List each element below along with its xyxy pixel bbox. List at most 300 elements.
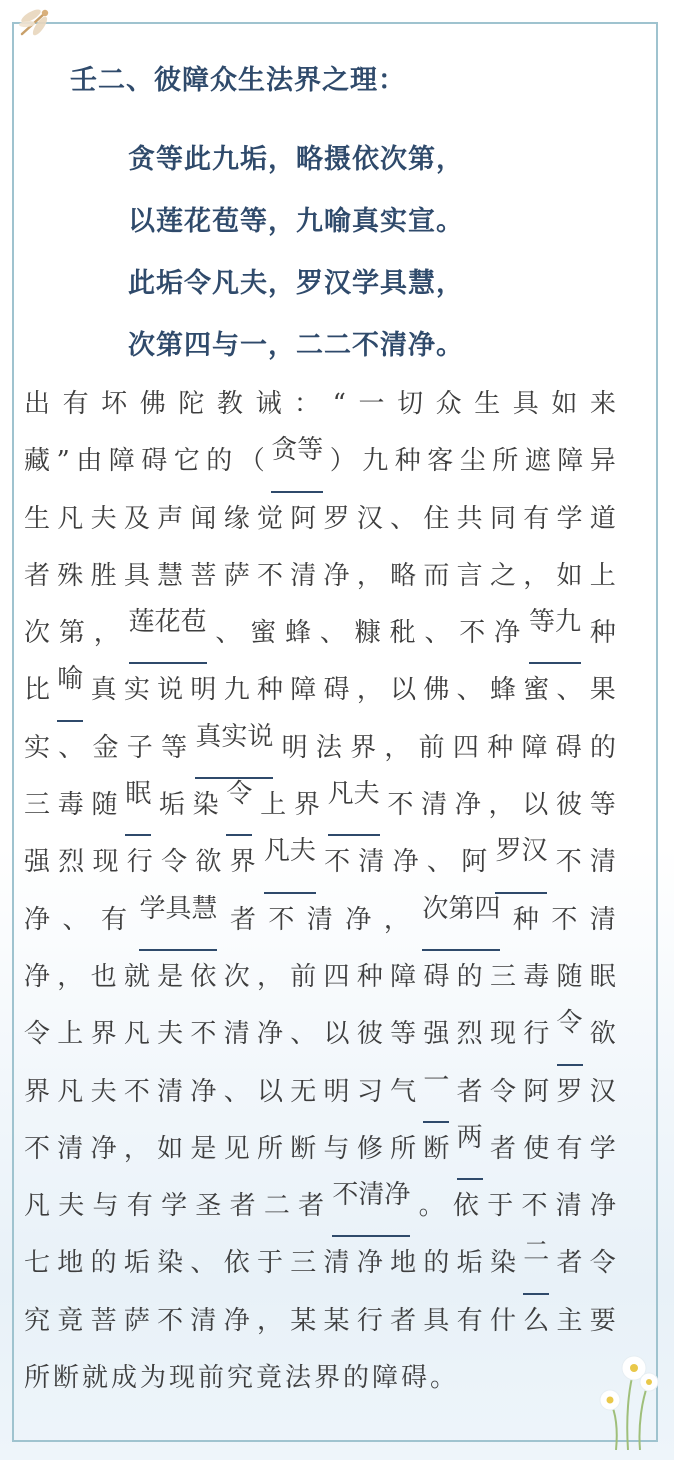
body-char: 所 [492,446,519,477]
body-char: 学 [589,1133,616,1164]
body-char: 明 [190,675,217,706]
body-char: 等 [161,732,188,763]
body-char: 菩 [90,1305,117,1336]
body-char: 断 [423,1133,450,1164]
body-char: 觉 [256,503,283,534]
body-char: 次 [24,618,51,649]
body-char: 客 [427,446,454,477]
body-char: 不 [551,904,578,935]
body-char: 就 [123,961,150,992]
body-char: 不 [123,1076,150,1107]
body-char: 同 [489,503,516,534]
verse-line: 贪等此九垢，略摄依次第， [128,144,464,175]
body-char: 道 [589,503,616,534]
body-char: 界 [24,1076,51,1107]
body-char: 现 [489,1019,516,1050]
body-char: 净 [256,1019,283,1050]
body-char: 一 [358,389,385,419]
body-text-segment: 所断就成为现前究竟法界的障碍。 [24,1363,460,1394]
body-char: 蜂 [489,675,516,706]
body-char: 上 [589,560,616,591]
body-line [24,1180,616,1237]
body-char: 所 [256,1133,283,1164]
body-char: 夫 [58,1191,85,1222]
body-char: 、 [290,1019,317,1050]
body-char: 学 [161,1191,188,1222]
body-char: 、 [456,675,483,706]
underlined-phrase: 学具慧 [139,894,217,951]
verse-block [128,136,464,384]
body-char: 上 [260,790,287,821]
body-char: 某 [290,1305,317,1336]
body-char: 清 [190,1305,217,1336]
body-char: 某 [323,1305,350,1336]
body-char: “ [332,389,346,419]
body-char: 与 [323,1133,350,1164]
body-line [24,951,616,1008]
body-char: 净 [494,618,521,649]
body-char: ， [383,904,410,935]
body-char: 烈 [58,847,85,878]
body-char: 种 [589,618,616,649]
body-char: 清 [223,1019,250,1050]
body-char: 、 [215,618,242,649]
body-char: 令 [589,1248,616,1279]
body-char: 有 [456,1305,483,1336]
body-char: 所 [390,1133,417,1164]
body-char: 来 [589,389,616,419]
body-char: ： [294,389,321,419]
body-char: 者 [556,1248,583,1279]
body-char: 具 [123,560,150,591]
body-char: 强 [24,847,51,878]
body-char: 生 [24,503,51,534]
body-char: 种 [512,904,539,935]
body-char: 它 [173,446,200,477]
underlined-phrase: 喻 [57,664,83,721]
body-char: 阿 [523,1076,550,1107]
body-line [24,1123,616,1180]
body-char: 现 [92,847,119,878]
body-char: 如 [556,560,583,591]
body-char: 界 [90,1019,117,1050]
body-char: 、 [426,847,453,878]
body-char: 如 [157,1133,184,1164]
body-char: 地 [57,1248,84,1279]
body-char: 三 [489,961,516,992]
body-char: 的 [456,961,483,992]
body-char: 有 [100,904,127,935]
body-char: 蜂 [285,618,312,649]
body-char: 要 [589,1305,616,1336]
body-char: 不 [190,1019,217,1050]
body-char: 法 [315,732,342,763]
body-char: 前 [418,732,445,763]
body-char: 眠 [589,961,616,992]
body-line [24,1066,616,1123]
body-char: 萨 [123,1305,150,1336]
body-char: 略 [390,560,417,591]
body-char: 于 [256,1248,283,1279]
body-char: 九 [223,675,250,706]
body-char: 声 [157,503,184,534]
body-char: 的 [423,1248,450,1279]
body-char: 随 [91,790,118,821]
body-char: 者 [298,1191,325,1222]
body-char: 清 [323,1248,350,1279]
body-char: 究 [24,1305,51,1336]
body-char: 罗 [323,503,350,534]
body-char: 者 [229,904,256,935]
body-char: 净 [356,1248,383,1279]
body-char: 净 [589,1191,616,1222]
body-char: 净 [323,560,350,591]
body-char: 者 [489,1133,516,1164]
body-char: 诫 [255,389,282,419]
body-char: 净 [190,1076,217,1107]
body-char: 清 [589,904,616,935]
body-char: 如 [551,389,578,419]
body-char: 清 [555,1191,582,1222]
body-line [24,493,616,550]
body-char: 以 [522,790,549,821]
body-char: 明 [323,1076,350,1107]
body-char: 异 [589,446,616,477]
body-char: 以 [256,1076,283,1107]
body-char: 令 [489,1076,516,1107]
body-char: 上 [57,1019,84,1050]
body-char: 碍 [323,675,350,706]
body-char: 见 [223,1133,250,1164]
body-char: 欲 [589,1019,616,1050]
body-line [24,836,616,893]
body-char: 比 [24,675,51,706]
body-char: 金 [92,732,119,763]
body-char: 不 [157,1305,184,1336]
body-char: 彼 [356,1019,383,1050]
body-char: 教 [216,389,243,419]
body-char: 行 [523,1019,550,1050]
body-char: 净 [24,961,51,992]
body-char: 前 [290,961,317,992]
body-char: 碍 [141,446,168,477]
body-char: 净 [392,847,419,878]
body-char: 碍 [555,732,582,763]
body-char: 清 [589,847,616,878]
body-char: 罗 [556,1076,583,1107]
body-char: 的 [206,446,233,477]
underlined-phrase: 不清净 [332,1180,410,1237]
body-char: 垢 [456,1248,483,1279]
body-char: 障 [557,446,584,477]
body-char: 与 [92,1191,119,1222]
body-char: 有 [556,1133,583,1164]
body-char: 糠 [354,618,381,649]
body-char: ， [256,1305,283,1336]
body-char: 圣 [195,1191,222,1222]
body-char: ， [356,675,383,706]
body-char: 障 [108,446,135,477]
body-char: 染 [192,790,219,821]
body-char: 不 [324,847,351,878]
body-line [24,435,616,492]
body-char: 次 [223,961,250,992]
underlined-phrase: 贪等 [271,435,323,492]
body-char: 佛 [423,675,450,706]
body-char: 蜜 [523,675,550,706]
body-char: 、 [424,618,451,649]
body-char: 阿 [461,847,488,878]
body-char: 汉 [589,1076,616,1107]
body-char: 学 [556,503,583,534]
body-char: 等 [589,790,616,821]
body-char: 者 [24,560,51,591]
body-char: ， [384,732,411,763]
body-char: 以 [323,1019,350,1050]
body-char: ， [123,1133,150,1164]
body-char: 令 [161,847,188,878]
body-char: 胜 [90,560,117,591]
body-char: 地 [390,1248,417,1279]
body-char: 生 [474,389,501,419]
body-char: ， [523,560,550,591]
body-char: 凡 [57,503,84,534]
body-char: 依 [190,961,217,992]
body-char: 清 [290,560,317,591]
body-char: 清 [306,904,333,935]
body-char: 实 [24,732,51,763]
body-char: 净 [223,1305,250,1336]
body-char: 清 [358,847,385,878]
body-char: 彼 [556,790,583,821]
body-char: 切 [397,389,424,419]
body-char: 缘 [223,503,250,534]
body-char: 陀 [178,389,205,419]
body-char: ， [57,961,84,992]
body-char: 气 [390,1076,417,1107]
body-char: 菩 [190,560,217,591]
body-char: ” [56,446,70,477]
body-char: 习 [356,1076,383,1107]
body-char: 之 [489,560,516,591]
body-char: 清 [157,1076,184,1107]
body-char: 染 [157,1248,184,1279]
body-line [24,779,616,836]
body-line [24,894,616,951]
commentary-body [24,378,616,1409]
body-char: 果 [589,675,616,706]
verse-line: 次第四与一，二二不清净。 [128,330,464,361]
body-char: 不 [521,1191,548,1222]
body-char: 第 [58,618,85,649]
underlined-phrase: 一 [423,1066,449,1123]
body-char: 阿 [290,503,317,534]
underlined-phrase: 罗汉 [495,836,547,893]
body-char: 汉 [356,503,383,534]
body-char: 子 [126,732,153,763]
body-char: 、 [223,1076,250,1107]
body-char: 共 [456,503,483,534]
body-char: 净 [454,790,481,821]
body-char: 实 [123,675,150,706]
body-char: 垢 [158,790,185,821]
body-char: 以 [390,675,417,706]
body-char: 使 [523,1133,550,1164]
body-char: 主 [556,1305,583,1336]
body-char: ， [93,618,120,649]
body-char: 而 [423,560,450,591]
body-char: 坏 [101,389,128,419]
body-line [24,550,616,607]
underlined-phrase: 凡夫 [328,779,380,836]
underlined-phrase: 真实说 [195,722,273,779]
body-char: 言 [456,560,483,591]
body-char: 不 [268,904,295,935]
body-char: 具 [512,389,539,419]
body-char: 是 [190,1133,217,1164]
body-char: 障 [390,961,417,992]
body-line [24,1008,616,1065]
body-char: 由 [76,446,103,477]
body-char: 、 [390,503,417,534]
body-char: 不 [459,618,486,649]
dragonfly-icon [14,4,58,42]
body-char: ， [356,560,383,591]
underlined-phrase: 二 [523,1237,549,1294]
body-char: 依 [223,1248,250,1279]
body-char: 也 [90,961,117,992]
body-char: 修 [356,1133,383,1164]
body-char: 三 [290,1248,317,1279]
body-char: 真 [90,675,117,706]
body-char: 烈 [456,1019,483,1050]
body-char: 七 [24,1248,51,1279]
body-line [24,1352,616,1409]
body-char: 竟 [57,1305,84,1336]
body-char: 者 [390,1305,417,1336]
body-char: 净 [90,1133,117,1164]
body-char: 净 [24,904,51,935]
underlined-phrase: 莲花苞 [129,607,207,664]
body-char: 夫 [157,1019,184,1050]
body-char: 夫 [90,503,117,534]
body-char: 净 [345,904,372,935]
body-char: 随 [556,961,583,992]
body-char: 、 [58,732,85,763]
underlined-phrase: 凡夫 [264,836,316,893]
body-char: 有 [62,389,89,419]
body-char: 令 [24,1019,51,1050]
body-char: 无 [290,1076,317,1107]
body-line [24,607,616,664]
body-char: 藏 [24,446,51,477]
body-char: 不 [24,1133,51,1164]
body-char: 、 [190,1248,217,1279]
body-char: 种 [356,961,383,992]
body-char: 、 [319,618,346,649]
body-char: 的 [90,1248,117,1279]
body-char: 蜜 [250,618,277,649]
body-char: 四 [323,961,350,992]
body-char: 不 [256,560,283,591]
body-char: 三 [24,790,51,821]
body-char: 碍 [423,961,450,992]
body-char: 夫 [90,1076,117,1107]
body-char: 依 [452,1191,479,1222]
body-char: 什 [489,1305,516,1336]
body-char: 界 [350,732,377,763]
body-char: 慧 [157,560,184,591]
body-char: 、 [62,904,89,935]
body-char: 出 [24,389,51,419]
body-char: 行 [126,847,153,878]
body-line [24,664,616,721]
underlined-phrase: 眠 [125,779,151,836]
body-char: 种 [487,732,514,763]
body-char: 不 [387,790,414,821]
body-line [24,722,616,779]
underlined-phrase: 令 [226,779,252,836]
body-line [24,1295,616,1352]
body-char: 种 [394,446,421,477]
body-char: 尘 [459,446,486,477]
body-char: 强 [423,1019,450,1050]
body-char: 凡 [24,1191,51,1222]
body-char: 行 [356,1305,383,1336]
underlined-phrase: 等九 [529,607,581,664]
body-char: 障 [521,732,548,763]
body-char: 障 [290,675,317,706]
body-char: 种 [256,675,283,706]
body-char: 毒 [57,790,84,821]
body-char: 遮 [524,446,551,477]
body-line [24,1237,616,1294]
body-char: 殊 [57,560,84,591]
body-char: 毒 [523,961,550,992]
underlined-phrase: 令 [557,1008,583,1065]
body-char: （ [238,446,265,477]
verse-line: 以莲花苞等，九喻真实宣。 [128,206,464,237]
body-char: 是 [157,961,184,992]
body-char: 佛 [139,389,166,419]
body-char: 欲 [195,847,222,878]
body-char: ） [329,446,356,477]
body-char: 四 [452,732,479,763]
body-char: 有 [126,1191,153,1222]
body-char: 萨 [223,560,250,591]
underlined-phrase: 次第四 [422,894,500,951]
verse-line: 此垢令凡夫，罗汉学具慧， [128,268,464,299]
body-char: 明 [281,732,308,763]
body-char: 凡 [57,1076,84,1107]
body-char: 染 [489,1248,516,1279]
body-char: 于 [487,1191,514,1222]
body-char: 具 [423,1305,450,1336]
body-char: 等 [390,1019,417,1050]
body-line [24,378,616,435]
body-char: 断 [290,1133,317,1164]
body-char: 、 [556,675,583,706]
body-char: 众 [435,389,462,419]
body-char: 的 [589,732,616,763]
body-char: 有 [523,503,550,534]
body-char: 清 [421,790,448,821]
section-heading: 壬二、彼障众生法界之理： [70,65,406,96]
body-char: 住 [423,503,450,534]
body-char: ， [488,790,515,821]
body-char: ， [256,961,283,992]
body-char: 及 [123,503,150,534]
